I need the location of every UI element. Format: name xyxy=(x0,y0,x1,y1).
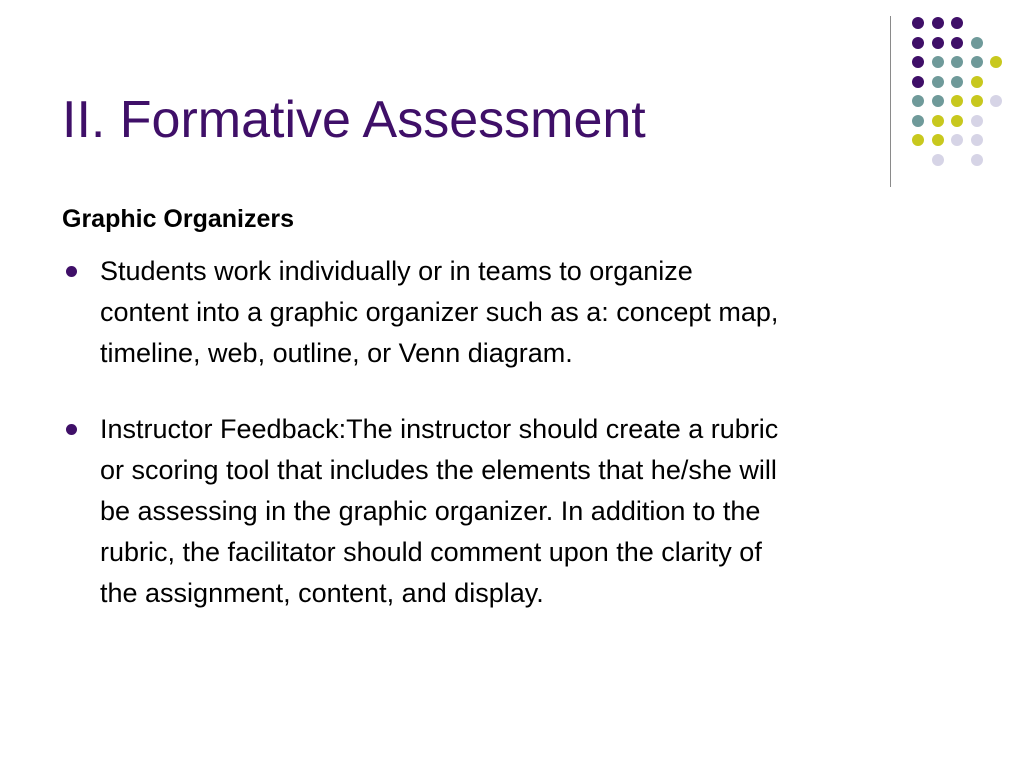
decorative-dot-purple xyxy=(912,56,924,68)
bullet-dot-icon xyxy=(66,266,77,277)
decorative-dot-purple xyxy=(912,76,924,88)
bullet-text: Instructor Feedback:The instructor should create a rubric or scoring tool that includes the elements that he/she will be assessing in the graphic organizer. In addition to the rubric, the facilitator should comment upon the clarity of the assignment, content, and display. xyxy=(100,414,779,608)
decorative-dot-purple xyxy=(951,17,963,29)
decorative-dot-olive xyxy=(951,115,963,127)
section-heading: Graphic Organizers xyxy=(62,205,295,233)
vertical-divider xyxy=(890,16,891,187)
decorative-dot-olive xyxy=(932,115,944,127)
decorative-dot-purple xyxy=(912,37,924,49)
decorative-dot-purple xyxy=(932,37,944,49)
decorative-dot-lavender xyxy=(971,154,983,166)
decorative-dot-purple xyxy=(912,17,924,29)
slide-title: II. Formative Assessment xyxy=(62,91,646,149)
decorative-dot-purple xyxy=(932,17,944,29)
decorative-dot-olive xyxy=(951,95,963,107)
bullet-text: Students work individually or in teams to organize content into a graphic organizer such as a: concept map, timeline, web, outline, or Venn diagram. xyxy=(100,256,779,368)
decorative-dot-olive xyxy=(932,134,944,146)
decorative-dot-lavender xyxy=(971,115,983,127)
decorative-dot-teal xyxy=(951,76,963,88)
bullet-list xyxy=(62,251,972,614)
decorative-dot-olive xyxy=(990,56,1002,68)
decorative-dot-purple xyxy=(951,37,963,49)
bullet-dot-icon xyxy=(66,424,77,435)
decorative-dot-lavender xyxy=(932,154,944,166)
decorative-dot-lavender xyxy=(990,95,1002,107)
decorative-dot-teal xyxy=(932,95,944,107)
decorative-dot-teal xyxy=(912,115,924,127)
decorative-dot-olive xyxy=(912,134,924,146)
decorative-dot-teal xyxy=(932,56,944,68)
decorative-dot-olive xyxy=(971,95,983,107)
decorative-dot-olive xyxy=(971,76,983,88)
decorative-dot-teal xyxy=(951,56,963,68)
bullet-item xyxy=(62,409,972,614)
decorative-dot-teal xyxy=(971,56,983,68)
decorative-dot-teal xyxy=(912,95,924,107)
decorative-dot-teal xyxy=(971,37,983,49)
decorative-dot-teal xyxy=(932,76,944,88)
decorative-dot-lavender xyxy=(951,134,963,146)
bullet-item xyxy=(62,251,972,374)
decorative-dot-lavender xyxy=(971,134,983,146)
